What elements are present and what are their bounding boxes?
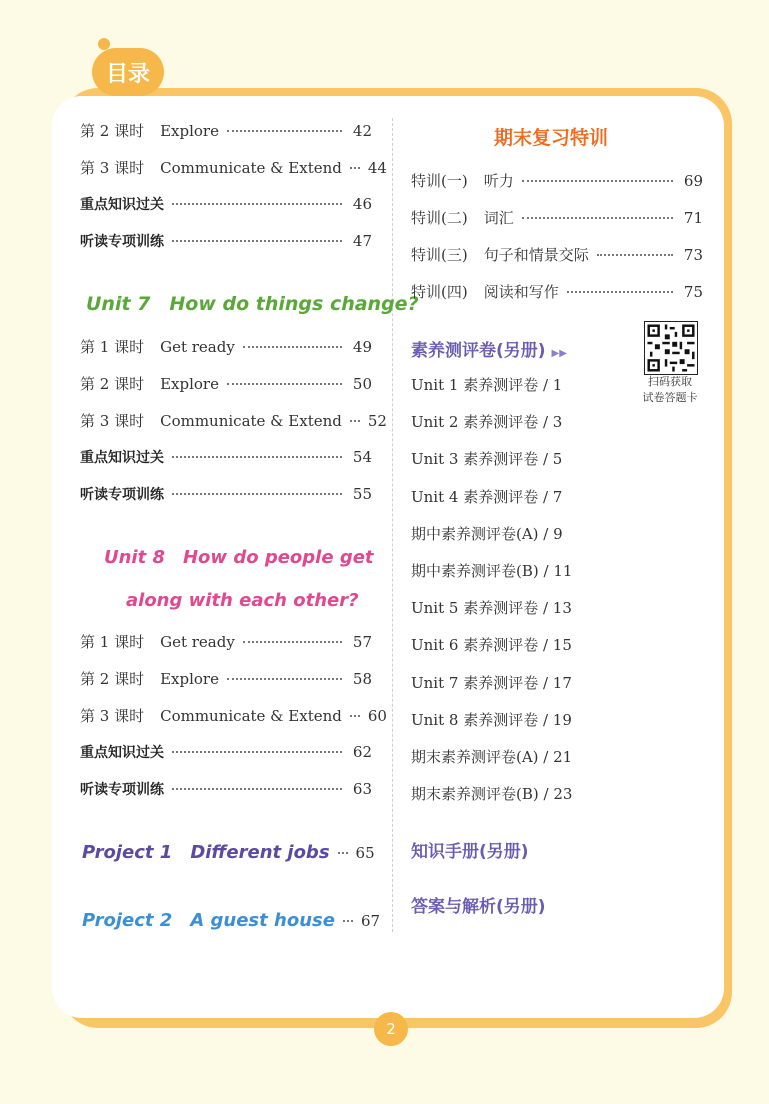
leader-dots xyxy=(227,678,342,680)
leader-dots xyxy=(343,920,353,922)
page-number: 46 xyxy=(352,195,372,213)
entry-label: 听读专项训练 xyxy=(80,234,164,250)
toc-entry[interactable] xyxy=(411,244,703,265)
toc-entry-project1[interactable] xyxy=(82,838,374,864)
toc-entry[interactable] xyxy=(80,410,387,431)
toc-entry-project2[interactable] xyxy=(82,906,381,932)
leader-dots xyxy=(597,254,673,256)
entry-title: 句子和情景交际 xyxy=(483,246,589,264)
handbook-heading[interactable]: 知识手册(另册) xyxy=(411,842,529,862)
entry-label: 特训(二) xyxy=(411,209,468,227)
entry-title: 词汇 xyxy=(483,209,514,227)
entry-title: Get ready xyxy=(160,633,235,651)
toc-entry[interactable] xyxy=(80,157,387,178)
leader-dots xyxy=(522,217,673,219)
toc-entry[interactable] xyxy=(80,373,372,394)
review-title: 期末复习特训 xyxy=(494,127,609,149)
project2-title: Project 2 A guest house xyxy=(82,910,335,931)
leader-dots xyxy=(172,788,342,790)
toc-entry[interactable] xyxy=(80,447,372,467)
entry-label: 听读专项训练 xyxy=(80,782,164,798)
unit8-heading-line2: along with each other? xyxy=(126,590,359,611)
leader-dots xyxy=(227,130,342,132)
leader-dots xyxy=(567,291,673,293)
entry-title: Get ready xyxy=(160,338,235,356)
page-number: 65 xyxy=(355,844,375,862)
test-entry[interactable]: Unit 6 素养测评卷 / 15 xyxy=(411,636,572,655)
toc-entry[interactable] xyxy=(411,207,703,228)
toc-entry[interactable] xyxy=(80,631,372,652)
page-number: 73 xyxy=(683,246,703,264)
leader-dots xyxy=(172,751,342,753)
entry-label: 重点知识过关 xyxy=(80,745,164,761)
toc-entry[interactable] xyxy=(80,742,372,762)
leader-dots xyxy=(522,180,673,182)
entry-label: 第 2 课时 xyxy=(80,670,145,688)
entry-label: 第 3 课时 xyxy=(80,159,145,177)
leader-dots xyxy=(172,456,342,458)
page-number: 60 xyxy=(367,707,387,725)
page-number: 57 xyxy=(352,633,372,651)
page-number: 47 xyxy=(352,232,372,250)
entry-title: Explore xyxy=(160,375,219,393)
double-arrow-icon: ▶▶ xyxy=(551,348,567,359)
page-number-badge: 2 xyxy=(374,1012,408,1046)
test-entry[interactable]: 期中素养测评卷(B) / 11 xyxy=(411,562,573,580)
column-divider xyxy=(392,118,393,932)
page-number: 75 xyxy=(683,283,703,301)
page-number: 62 xyxy=(352,743,372,761)
entry-label: 特训(四) xyxy=(411,283,468,301)
test-entry[interactable]: Unit 2 素养测评卷 / 3 xyxy=(411,413,563,432)
test-entry[interactable]: Unit 7 素养测评卷 / 17 xyxy=(411,673,572,692)
toc-entry[interactable] xyxy=(80,120,372,141)
qr-code-icon[interactable] xyxy=(644,321,698,375)
test-entry[interactable]: 期中素养测评卷(A) / 9 xyxy=(411,524,563,543)
page-number: 63 xyxy=(352,780,372,798)
page-number: 71 xyxy=(683,209,703,227)
page-number: 42 xyxy=(352,122,372,140)
toc-entry[interactable] xyxy=(80,705,387,726)
test-entry[interactable]: 期末素养测评卷(A) / 21 xyxy=(411,748,573,766)
entry-label: 特训(三) xyxy=(411,246,468,264)
leader-dots xyxy=(350,420,360,422)
leader-dots xyxy=(172,240,342,242)
leader-dots xyxy=(350,715,360,717)
page-number: 55 xyxy=(352,485,372,503)
page-number: 58 xyxy=(352,670,372,688)
qr-caption xyxy=(640,374,700,406)
page-number: 69 xyxy=(683,172,703,190)
leader-dots xyxy=(243,346,342,348)
leader-dots xyxy=(243,641,342,643)
test-entry[interactable]: Unit 4 素养测评卷 / 7 xyxy=(411,487,563,506)
qr-caption-line2: 试卷答题卡 xyxy=(642,391,698,404)
entry-title: 听力 xyxy=(483,172,514,190)
entry-label: 重点知识过关 xyxy=(80,450,164,466)
page-number: 54 xyxy=(352,448,372,466)
entry-title: Explore xyxy=(160,122,219,140)
page-number: 49 xyxy=(352,338,372,356)
test-entry[interactable]: Unit 5 素养测评卷 / 13 xyxy=(411,599,572,618)
entry-label: 第 1 课时 xyxy=(80,338,145,356)
test-entry[interactable]: Unit 8 素养测评卷 / 19 xyxy=(411,710,572,729)
entry-label: 特训(一) xyxy=(411,172,468,190)
entry-label: 重点知识过关 xyxy=(80,197,164,213)
test-heading-text: 素养测评卷(另册) xyxy=(411,341,546,361)
toc-entry[interactable] xyxy=(80,194,372,214)
unit8-heading-line1: Unit 8 How do people get xyxy=(104,547,374,568)
toc-entry[interactable] xyxy=(80,484,372,504)
leader-dots xyxy=(350,167,360,169)
qr-caption-line1: 扫码获取 xyxy=(648,375,692,388)
entry-label: 第 3 课时 xyxy=(80,707,145,725)
page-number: 50 xyxy=(352,375,372,393)
entry-title: Communicate & Extend xyxy=(160,412,342,430)
entry-title: Explore xyxy=(160,670,219,688)
entry-label: 第 2 课时 xyxy=(80,122,145,140)
contents-badge: 目录 xyxy=(92,48,164,96)
unit7-heading: Unit 7 How do things change? xyxy=(86,293,419,315)
leader-dots xyxy=(227,383,342,385)
page-number: 44 xyxy=(367,159,387,177)
project1-title: Project 1 Different jobs xyxy=(82,842,330,863)
entry-title: Communicate & Extend xyxy=(160,159,342,177)
test-entry[interactable]: 期末素养测评卷(B) / 23 xyxy=(411,785,573,804)
test-heading xyxy=(411,336,567,361)
toc-entry[interactable] xyxy=(411,170,703,191)
toc-entry[interactable] xyxy=(80,668,372,689)
page-number: 52 xyxy=(367,412,387,430)
toc-entry[interactable] xyxy=(80,336,372,357)
leader-dots xyxy=(172,493,342,495)
leader-dots xyxy=(172,203,342,205)
entry-label: 听读专项训练 xyxy=(80,487,164,503)
toc-entry[interactable] xyxy=(411,281,703,302)
entry-title: Communicate & Extend xyxy=(160,707,342,725)
toc-entry[interactable] xyxy=(80,779,372,799)
entry-title: 阅读和写作 xyxy=(483,283,559,301)
page-number: 67 xyxy=(360,912,381,930)
test-entry[interactable]: Unit 1 素养测评卷 / 1 xyxy=(411,376,563,394)
leader-dots xyxy=(338,852,348,854)
entry-label: 第 1 课时 xyxy=(80,633,145,651)
entry-label: 第 3 课时 xyxy=(80,412,145,430)
toc-entry[interactable] xyxy=(80,231,372,251)
entry-label: 第 2 课时 xyxy=(80,375,145,393)
test-entry[interactable]: Unit 3 素养测评卷 / 5 xyxy=(411,450,563,469)
answers-heading[interactable]: 答案与解析(另册) xyxy=(411,897,546,917)
